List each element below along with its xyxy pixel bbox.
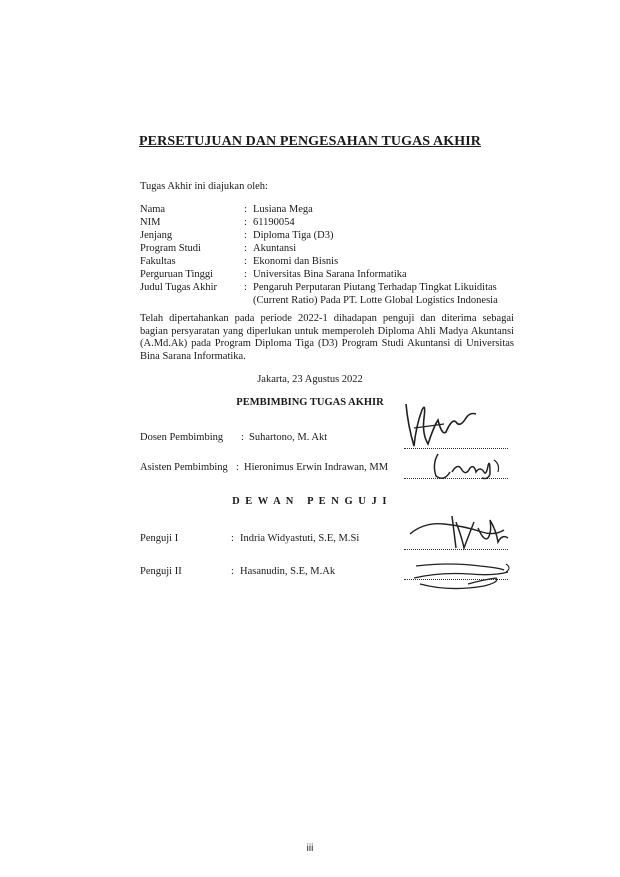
penguji-heading: D E W A N P E N G U J I bbox=[232, 496, 388, 507]
pembimbing-name: Suhartono, M. Akt bbox=[249, 432, 328, 443]
field-label: Jenjang bbox=[140, 230, 173, 241]
field-colon: : bbox=[244, 230, 247, 241]
field-colon: : bbox=[244, 204, 247, 215]
pembimbing-heading: PEMBIMBING TUGAS AKHIR bbox=[236, 397, 384, 408]
field-value: Akuntansi bbox=[253, 243, 297, 254]
field-value: Universitas Bina Sarana Informatika bbox=[253, 269, 407, 280]
field-label: Perguruan Tinggi bbox=[140, 269, 214, 280]
penguji-1-colon: : bbox=[231, 533, 234, 544]
field-colon: : bbox=[244, 243, 247, 254]
pembimbing-role: Dosen Pembimbing bbox=[140, 432, 224, 443]
intro-text: Tugas Akhir ini diajukan oleh: bbox=[140, 181, 268, 192]
field-label: NIM bbox=[140, 217, 161, 228]
penguji-2-colon: : bbox=[231, 566, 234, 577]
field-label: Fakultas bbox=[140, 256, 176, 267]
field-value: 61190054 bbox=[253, 217, 295, 228]
asisten-name: Hieronimus Erwin Indrawan, MM bbox=[244, 462, 389, 473]
field-value: Ekonomi dan Bisnis bbox=[253, 256, 339, 267]
asisten-colon: : bbox=[236, 462, 239, 473]
field-label: Nama bbox=[140, 204, 166, 215]
penguji-1-role: Penguji I bbox=[140, 533, 179, 544]
field-colon: : bbox=[244, 217, 247, 228]
field-colon: : bbox=[244, 282, 247, 293]
statement-paragraph: Telah dipertahankan pada periode 2022-1 dihadapan penguji dan diterima sebagai bagian persyaratan yang diperlukan untuk memperoleh Diploma Ahli Madya Akuntansi (A.Md.Ak) pada Program Diploma Tiga (D3) Program Studi Akuntansi di Universitas Bina Sarana Informatika. bbox=[140, 313, 514, 362]
pembimbing-colon: : bbox=[241, 432, 244, 443]
penguji-2-role: Penguji II bbox=[140, 566, 182, 577]
signature-penguji-1 bbox=[404, 508, 524, 556]
penguji-1-name: Indria Widyastuti, S.E, M.Si bbox=[240, 533, 360, 544]
signature-dosen-pembimbing bbox=[400, 396, 510, 452]
page-title: PERSETUJUAN DAN PENGESAHAN TUGAS AKHIR bbox=[139, 134, 481, 149]
field-label: Program Studi bbox=[140, 243, 201, 254]
place-date: Jakarta, 23 Agustus 2022 bbox=[257, 374, 363, 385]
field-value: Lusiana Mega bbox=[253, 204, 313, 215]
field-value: Pengaruh Perputaran Piutang Terhadap Tingkat Likuiditas (Current Ratio) Pada PT. Lotte Global Logistics Indonesia bbox=[253, 282, 498, 306]
penguji-2-name: Hasanudin, S.E, M.Ak bbox=[240, 566, 336, 577]
signature-penguji-2 bbox=[410, 558, 520, 594]
page-number: iii bbox=[306, 843, 314, 854]
field-label: Judul Tugas Akhir bbox=[140, 282, 218, 293]
signature-asisten-pembimbing bbox=[428, 450, 508, 484]
field-value: Diploma Tiga (D3) bbox=[253, 230, 334, 241]
field-colon: : bbox=[244, 269, 247, 280]
asisten-role: Asisten Pembimbing bbox=[140, 462, 228, 473]
field-colon: : bbox=[244, 256, 247, 267]
